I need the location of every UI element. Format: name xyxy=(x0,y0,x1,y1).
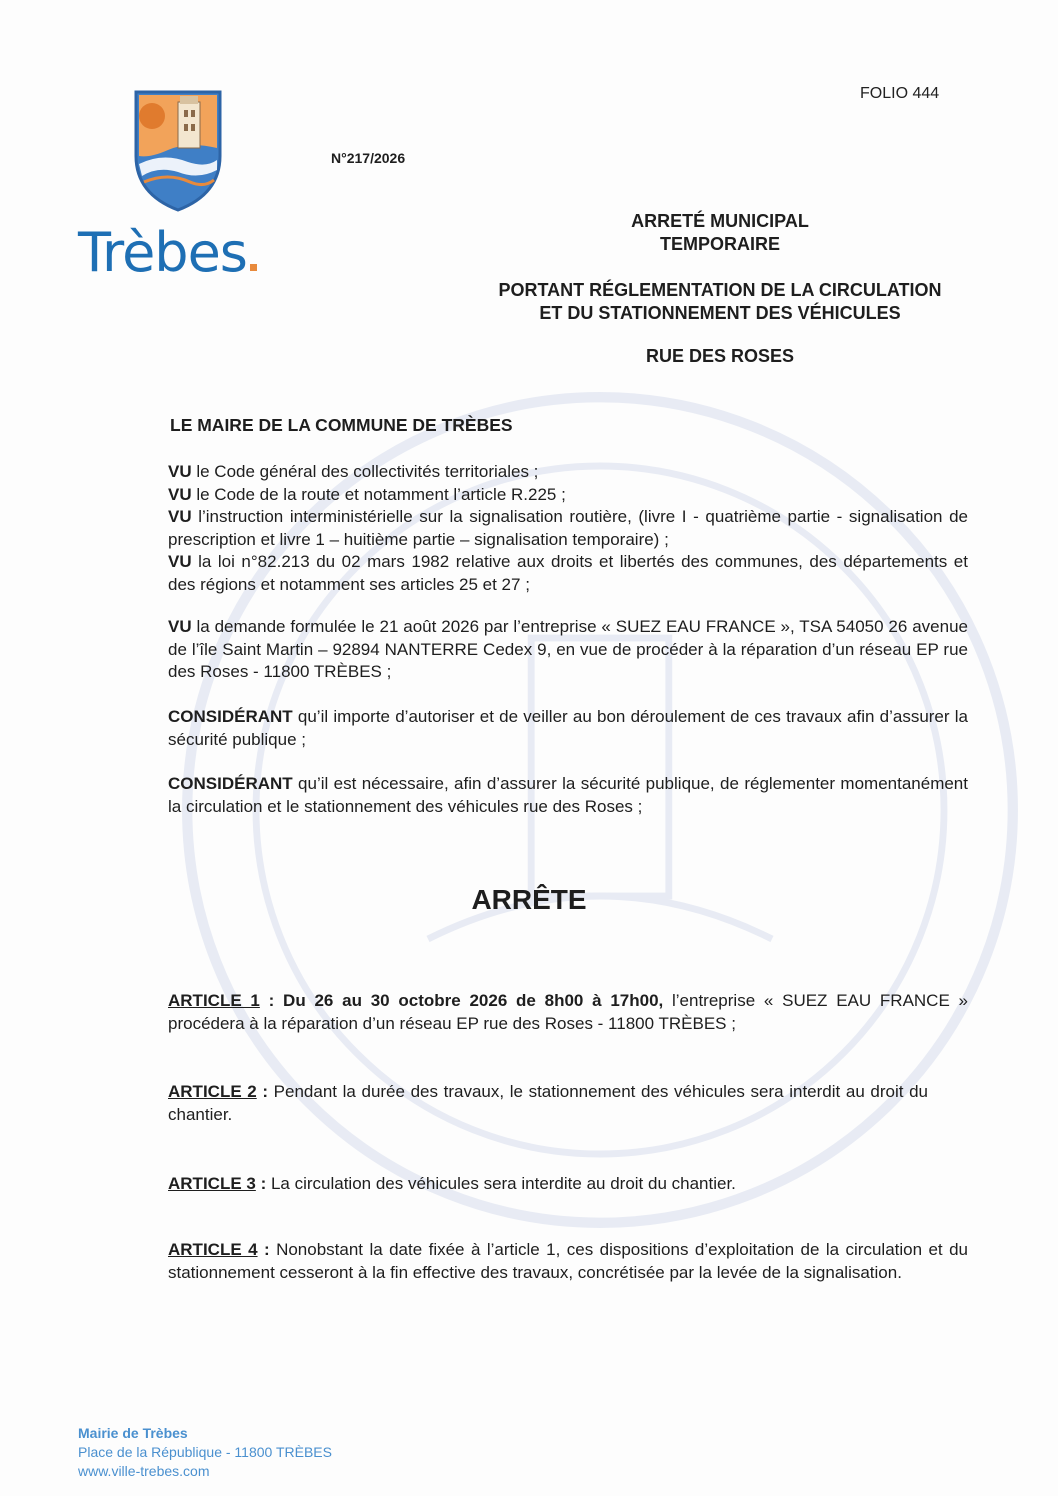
trebes-logo xyxy=(78,86,288,296)
visa-item: VU le Code général des collectivités territoriales ; xyxy=(168,462,539,481)
footer-address xyxy=(78,1424,332,1481)
title-reglementation xyxy=(470,279,970,325)
considerant-1: CONSIDÉRANT qu’il importe d’autoriser et de veiller au bon déroulement de ces travaux afin d’assurer la sécurité publique ; xyxy=(168,707,968,749)
maire-heading: LE MAIRE DE LA COMMUNE DE TRÈBES xyxy=(170,415,513,435)
visa-item: VU l’instruction interministérielle sur la signalisation routière, (livre I - quatrième partie - signalisation de prescription et livre 1 – huitième partie – signalisation temporaire) ; xyxy=(168,507,968,549)
visas-list xyxy=(168,461,968,596)
title-line-2: TEMPORAIRE xyxy=(659,234,780,254)
trebes-crest-icon xyxy=(128,86,228,214)
article-4: ARTICLE 4 : Nonobstant la date fixée à l’article 1, ces dispositions d’exploitation de la circulation et du stationnement cesseront à la fin effective des travaux, concrétisée par la levée de la signalisation. xyxy=(168,1240,968,1282)
footer-website[interactable]: www.ville-trebes.com xyxy=(78,1463,210,1479)
title-line-3: PORTANT RÉGLEMENTATION DE LA CIRCULATION xyxy=(498,280,942,300)
article-2: ARTICLE 2 : Pendant la durée des travaux, le stationnement des véhicules sera interdit au droit du chantier. xyxy=(168,1082,929,1124)
title-street: RUE DES ROSES xyxy=(645,346,795,366)
visa-item: VU la loi n°82.213 du 02 mars 1982 relative aux droits et libertés des communes, des départements et des régions et notamment ses articles 25 et 27 ; xyxy=(168,552,968,594)
folio-number: FOLIO 444 xyxy=(860,85,940,102)
article-3: ARTICLE 3 : La circulation des véhicules sera interdite au droit du chantier. xyxy=(168,1174,736,1193)
considerant-2: CONSIDÉRANT qu’il est nécessaire, afin d’assurer la sécurité publique, de réglementer momentanément la circulation et le stationnement des véhicules rue des Roses ; xyxy=(168,774,968,816)
article-1: ARTICLE 1 : Du 26 au 30 octobre 2026 de 8h00 à 17h00, l’entreprise « SUEZ EAU FRANCE » procédera à la réparation d’un réseau EP rue des Roses - 11800 TRÈBES ; xyxy=(168,991,968,1033)
title-line-4: ET DU STATIONNEMENT DES VÉHICULES xyxy=(539,303,901,323)
title-arrete-municipal xyxy=(470,210,970,256)
footer-street: Place de la République - 11800 TRÈBES xyxy=(78,1444,332,1460)
visa-demande: VU la demande formulée le 21 août 2026 par l’entreprise « SUEZ EAU FRANCE », TSA 54050 26 avenue de l’île Saint Martin – 92894 NANTERRE Cedex 9, en vue de procéder à la réparation d’un réseau EP rue des Roses - 11800 TRÈBES ; xyxy=(168,617,968,681)
arrete-heading: ARRÊTE xyxy=(471,884,587,915)
footer-name: Mairie de Trèbes xyxy=(78,1425,188,1441)
title-line-1: ARRETÉ MUNICIPAL xyxy=(631,211,809,231)
trebes-logo-text: Trèbes xyxy=(78,226,257,280)
visa-item: VU le Code de la route et notamment l’article R.225 ; xyxy=(168,484,566,504)
document-number: N°217/2026 xyxy=(331,150,406,166)
